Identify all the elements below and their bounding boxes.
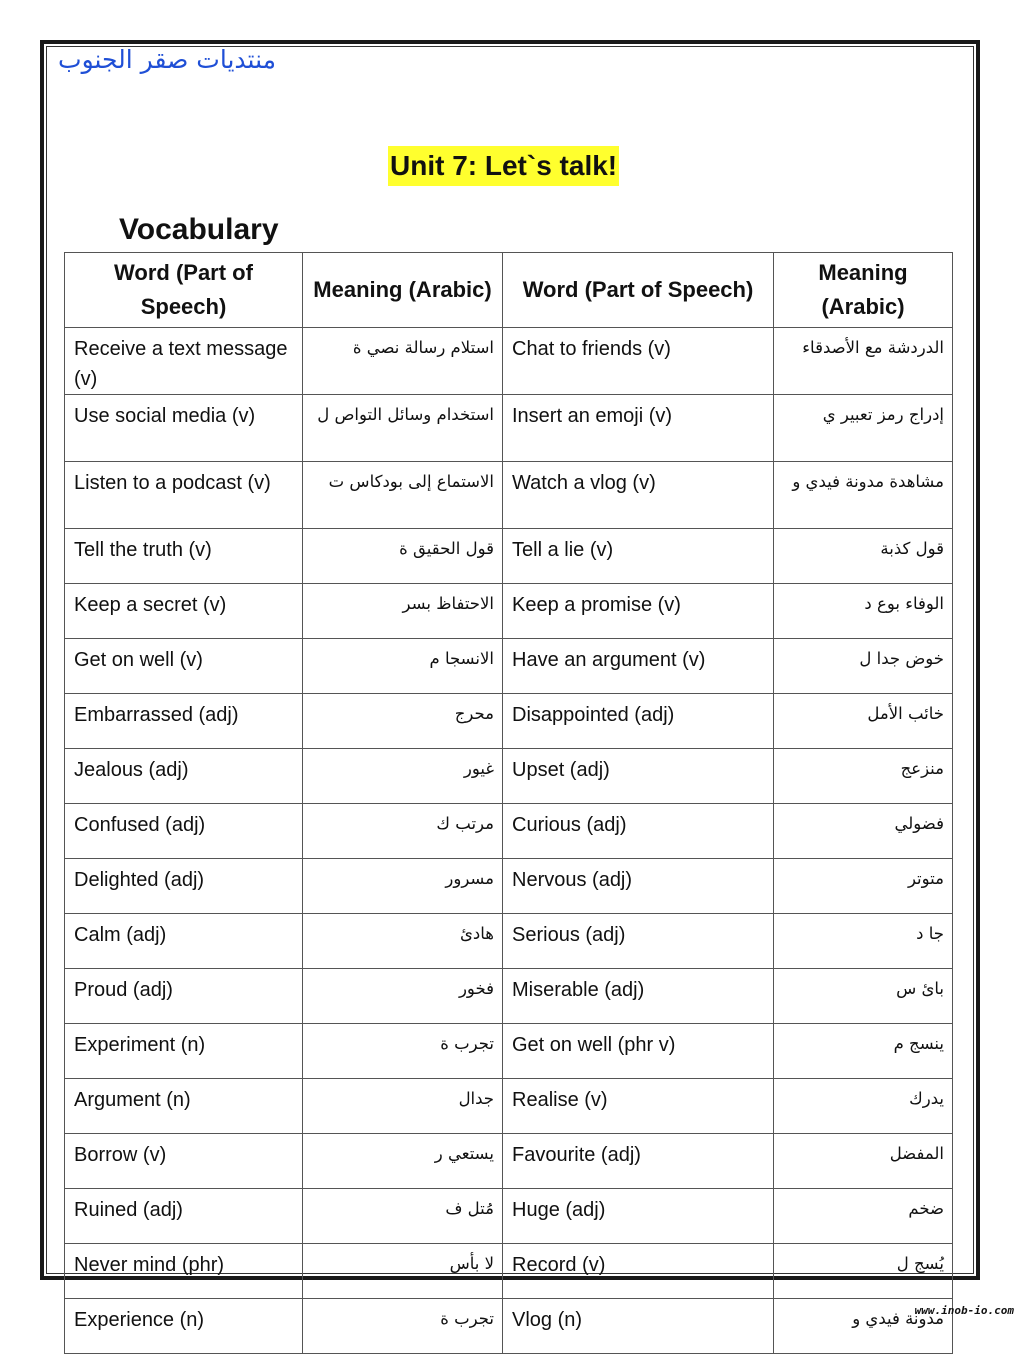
arabic-meaning-cell: غيور	[303, 749, 503, 804]
arabic-meaning-cell: قول كذبة	[774, 529, 953, 584]
arabic-meaning-cell: تجرب ة	[303, 1299, 503, 1354]
header-meaning: Meaning (Arabic)	[303, 253, 503, 328]
arabic-meaning-cell: محرج	[303, 694, 503, 749]
table-row	[65, 1079, 953, 1134]
arabic-meaning-cell: جا د	[774, 914, 953, 969]
table-row	[65, 1244, 953, 1299]
english-word-cell: Chat to friends (v)	[503, 328, 774, 395]
english-word-cell: Argument (n)	[65, 1079, 303, 1134]
english-word-cell: Huge (adj)	[503, 1189, 774, 1244]
english-word-cell: Keep a secret (v)	[65, 584, 303, 639]
header-word: Word (Part of Speech)	[65, 253, 303, 328]
english-word-cell: Get on well (phr v)	[503, 1024, 774, 1079]
english-word-cell: Disappointed (adj)	[503, 694, 774, 749]
arabic-meaning-cell: متوتر	[774, 859, 953, 914]
arabic-meaning-cell: مرتب ك	[303, 804, 503, 859]
website-footer: www.inob-io.com	[914, 1304, 1014, 1317]
arabic-meaning-cell: الوفاء بوع د	[774, 584, 953, 639]
english-word-cell: Calm (adj)	[65, 914, 303, 969]
english-word-cell: Insert an emoji (v)	[503, 395, 774, 462]
english-word-cell: Nervous (adj)	[503, 859, 774, 914]
english-word-cell: Miserable (adj)	[503, 969, 774, 1024]
page-title: Unit 7: Let`s talk!	[388, 146, 619, 186]
english-word-cell: Upset (adj)	[503, 749, 774, 804]
arabic-meaning-cell: الدردشة مع الأصدقاء	[774, 328, 953, 395]
english-word-cell: Have an argument (v)	[503, 639, 774, 694]
arabic-meaning-cell: فضولي	[774, 804, 953, 859]
arabic-meaning-cell: الاستماع إلى بودكاس ت	[303, 462, 503, 529]
arabic-meaning-cell: بائ س	[774, 969, 953, 1024]
english-word-cell: Listen to a podcast (v)	[65, 462, 303, 529]
english-word-cell: Experience (n)	[65, 1299, 303, 1354]
arabic-meaning-cell: خوض جدا ل	[774, 639, 953, 694]
arabic-meaning-cell: لا بأس	[303, 1244, 503, 1299]
english-word-cell: Tell a lie (v)	[503, 529, 774, 584]
table-row	[65, 462, 953, 529]
header-meaning: Meaning (Arabic)	[774, 253, 953, 328]
forum-watermark: منتديات صقر الجنوب	[58, 45, 276, 74]
table-row	[65, 1134, 953, 1189]
table-row	[65, 529, 953, 584]
vocabulary-table	[64, 252, 953, 1354]
table-row	[65, 694, 953, 749]
arabic-meaning-cell: خائب الأمل	[774, 694, 953, 749]
table-row	[65, 914, 953, 969]
table-row	[65, 969, 953, 1024]
arabic-meaning-cell: الانسجا م	[303, 639, 503, 694]
english-word-cell: Embarrassed (adj)	[65, 694, 303, 749]
arabic-meaning-cell: مشاهدة مدونة فيدي و	[774, 462, 953, 529]
arabic-meaning-cell: يستعي ر	[303, 1134, 503, 1189]
arabic-meaning-cell: منزعج	[774, 749, 953, 804]
english-word-cell: Keep a promise (v)	[503, 584, 774, 639]
table-row	[65, 1024, 953, 1079]
english-word-cell: Record (v)	[503, 1244, 774, 1299]
english-word-cell: Receive a text message (v)	[65, 328, 303, 395]
table-row	[65, 328, 953, 395]
table-row	[65, 1299, 953, 1354]
english-word-cell: Proud (adj)	[65, 969, 303, 1024]
arabic-meaning-cell: استلام رسالة نصي ة	[303, 328, 503, 395]
table-row	[65, 639, 953, 694]
arabic-meaning-cell: إدراج رمز تعبير ي	[774, 395, 953, 462]
table-row	[65, 395, 953, 462]
english-word-cell: Get on well (v)	[65, 639, 303, 694]
table-row	[65, 749, 953, 804]
english-word-cell: Jealous (adj)	[65, 749, 303, 804]
header-word: Word (Part of Speech)	[503, 253, 774, 328]
english-word-cell: Experiment (n)	[65, 1024, 303, 1079]
table-row	[65, 584, 953, 639]
english-word-cell: Serious (adj)	[503, 914, 774, 969]
english-word-cell: Vlog (n)	[503, 1299, 774, 1354]
arabic-meaning-cell: مُتل ف	[303, 1189, 503, 1244]
arabic-meaning-cell: ضخم	[774, 1189, 953, 1244]
arabic-meaning-cell: الاحتفاظ بسر	[303, 584, 503, 639]
arabic-meaning-cell: فخور	[303, 969, 503, 1024]
arabic-meaning-cell: هادئ	[303, 914, 503, 969]
english-word-cell: Ruined (adj)	[65, 1189, 303, 1244]
arabic-meaning-cell: ينسج م	[774, 1024, 953, 1079]
english-word-cell: Favourite (adj)	[503, 1134, 774, 1189]
english-word-cell: Tell the truth (v)	[65, 529, 303, 584]
arabic-meaning-cell: مدونة فيدي و	[774, 1299, 953, 1354]
table-row	[65, 1189, 953, 1244]
english-word-cell: Curious (adj)	[503, 804, 774, 859]
table-row	[65, 859, 953, 914]
arabic-meaning-cell: المفضل	[774, 1134, 953, 1189]
english-word-cell: Delighted (adj)	[65, 859, 303, 914]
english-word-cell: Watch a vlog (v)	[503, 462, 774, 529]
english-word-cell: Realise (v)	[503, 1079, 774, 1134]
table-header-row	[65, 253, 953, 328]
section-heading: Vocabulary	[119, 213, 279, 246]
english-word-cell: Never mind (phr)	[65, 1244, 303, 1299]
arabic-meaning-cell: قول الحقيق ة	[303, 529, 503, 584]
arabic-meaning-cell: تجرب ة	[303, 1024, 503, 1079]
arabic-meaning-cell: يُسج ل	[774, 1244, 953, 1299]
english-word-cell: Borrow (v)	[65, 1134, 303, 1189]
english-word-cell: Confused (adj)	[65, 804, 303, 859]
table-row	[65, 804, 953, 859]
arabic-meaning-cell: استخدام وسائل التواص ل	[303, 395, 503, 462]
arabic-meaning-cell: يدرك	[774, 1079, 953, 1134]
arabic-meaning-cell: جدال	[303, 1079, 503, 1134]
arabic-meaning-cell: مسرور	[303, 859, 503, 914]
english-word-cell: Use social media (v)	[65, 395, 303, 462]
